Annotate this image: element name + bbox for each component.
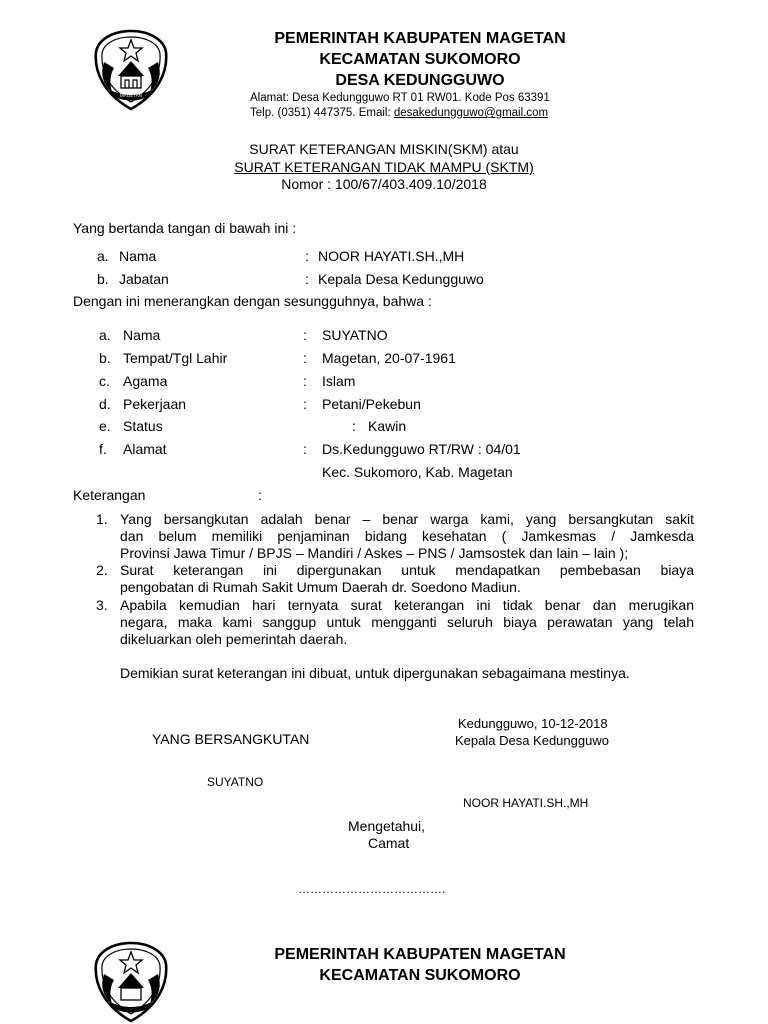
letterhead-email: desakedungguwo@gmail.com xyxy=(393,107,549,119)
magetan-coat-of-arms-logo xyxy=(92,28,170,112)
letterhead-village: DESA KEDUNGGUWO xyxy=(335,72,505,89)
signature-place-date: Kedungguwo, 10-12-2018 xyxy=(458,716,608,731)
signature-left-name: SUYATNO xyxy=(207,775,264,789)
letterhead-phone: Telp. (0351) 447375. Email: xyxy=(250,107,394,119)
subject-address-line2: Kec. Sukomoro, Kab. Magetan xyxy=(322,464,513,480)
letter-number: Nomor : 100/67/403.409.10/2018 xyxy=(281,176,487,192)
title-skm: SURAT KETERANGAN MISKIN(SKM) atau xyxy=(249,141,519,157)
keterangan-colon: : xyxy=(258,487,262,503)
statement-text: Dengan ini menerangkan dengan sesungguhnya, bahwa : xyxy=(73,293,432,309)
signature-position: Kepala Desa Kedungguwo xyxy=(455,733,609,748)
title-sktm: SURAT KETERANGAN TIDAK MAMPU (SKTM) xyxy=(234,159,534,175)
letterhead-address: Alamat: Desa Kedungguwo RT 01 RW01. Kode Pos 63391 xyxy=(250,92,550,104)
camat-label: Camat xyxy=(368,835,410,851)
camat-signature-dots: ………………………………. xyxy=(298,882,446,896)
svg-text:MAGETAN: MAGETAN xyxy=(120,93,142,98)
magetan-coat-of-arms-logo-2 xyxy=(92,940,170,1024)
signature-right-name: NOOR HAYATI.SH.,MH xyxy=(463,796,589,810)
mengetahui-label: Mengetahui, xyxy=(348,818,426,834)
intro-text: Yang bertanda tangan di bawah ini : xyxy=(73,220,297,236)
letterhead2-district: KECAMATAN SUKOMORO xyxy=(319,967,521,984)
closing-statement: Demikian surat keterangan ini dibuat, untuk dipergunakan sebagaimana mestinya. xyxy=(120,665,630,681)
keterangan-label: Keterangan xyxy=(73,487,146,503)
letterhead-district: KECAMATAN SUKOMORO xyxy=(319,51,521,68)
letterhead-contact xyxy=(250,107,548,119)
letterhead-government: PEMERINTAH KABUPATEN MAGETAN xyxy=(274,30,566,47)
signature-left-title: YANG BERSANGKUTAN xyxy=(152,731,310,747)
letterhead2-government: PEMERINTAH KABUPATEN MAGETAN xyxy=(274,946,566,963)
